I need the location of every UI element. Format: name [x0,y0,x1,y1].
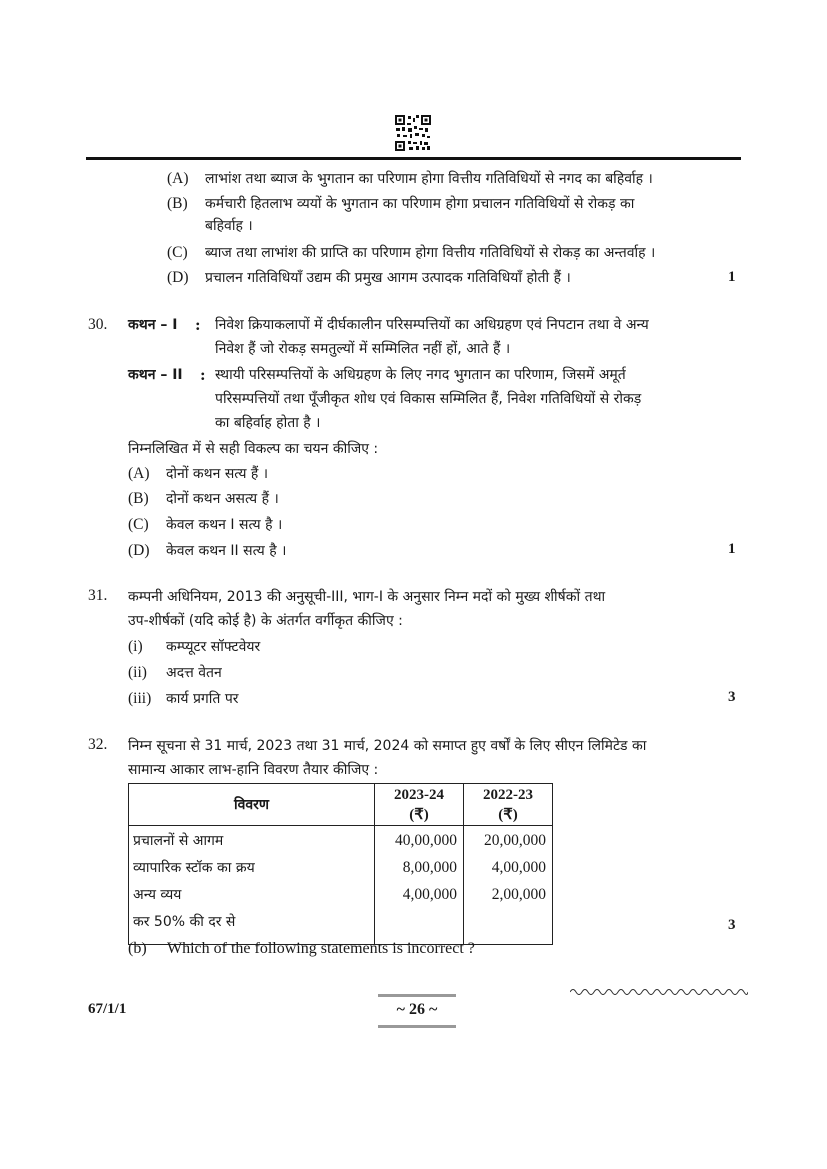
q30-statement2-line2: परिसम्पत्तियों तथा पूँजीकृत शोध एवं विकास सम्मिलित हैं, निवेश गतिविधियों से रोकड़ [215,391,642,407]
col-particulars: विवरण [129,784,375,826]
q31-line2: उप-शीर्षकों (यदि कोई है) के अंतर्गत वर्गीकृत कीजिए : [128,613,403,629]
income-statement-table [128,783,553,945]
q30-statement2-colon: : [200,366,206,384]
wavy-divider [570,982,748,1001]
values-2023-24 [375,826,464,945]
page-number: ~ 26 ~ [396,1001,438,1018]
qr-code [394,114,432,152]
table-body [129,826,553,945]
q31-item-2: (ii) अदत्त वेतन [128,664,222,681]
q30-statement2-line3: का बहिर्वाह होता है । [215,415,321,431]
q30-statement1-line2: निवेश हैं जो रोकड़ समतुल्यों में सम्मिलित नहीं हों, आते हैं । [215,341,511,357]
option-d: (D) प्रचालन गतिविधियाँ उद्यम की प्रमुख आगम उत्पादक गतिविधियाँ होती हैं । [167,269,571,286]
col-2023-24 [375,784,464,826]
q30-marks: 1 [728,541,736,557]
q30-option-a: (A) दोनों कथन सत्य हैं । [128,465,269,482]
value-cell: 4,00,000 [402,886,457,903]
values-2022-23 [464,826,553,945]
q30-option-c: (C) केवल कथन I सत्य है । [128,516,283,533]
q32-line2: सामान्य आकार लाभ-हानि विवरण तैयार कीजिए : [128,762,379,778]
q29-marks: 1 [728,269,736,285]
value-cell [379,911,457,938]
page-number-box [378,994,456,1028]
q30-number: 30. [88,316,108,333]
q31-line1: कम्पनी अधिनियम, 2013 की अनुसूची-III, भाग-I के अनुसार निम्न मदों को मुख्य शीर्षकों तथा [128,589,606,605]
option-a: (A) लाभांश तथा ब्याज के भुगतान का परिणाम होगा वित्तीय गतिविधियों से नगद का बहिर्वाह । [167,170,653,187]
q30-prompt: निम्नलिखित में से सही विकल्प का चयन कीजिए : [128,441,379,457]
row-particular: अन्य व्यय [133,887,182,903]
q31-marks: 3 [728,689,736,705]
paper-code: 67/1/1 [88,1001,127,1017]
option-b: (B) कर्मचारी हितलाभ व्ययों के भुगतान का परिणाम होगा प्रचालन गतिविधियों से रोकड़ का [167,195,635,212]
q31-item-1: (i) कम्प्यूटर सॉफ्टवेयर [128,638,261,655]
q32-marks: 3 [728,917,736,933]
q30-statement2-label: कथन – II [128,367,183,383]
col-2022-23-year: 2022-23 [483,786,533,803]
q32-number: 32. [88,736,108,753]
value-cell: 2,00,000 [491,886,546,903]
q30-statement1-colon: : [195,316,201,334]
option-c: (C) ब्याज तथा लाभांश की प्राप्ति का परिणाम होगा वित्तीय गतिविधियों से रोकड़ का अन्तर्वाह । [167,244,656,261]
row-particular: प्रचालनों से आगम [133,833,224,849]
q30-option-b: (B) दोनों कथन असत्य हैं । [128,490,279,507]
value-cell: 20,00,000 [484,832,546,849]
col-2023-24-year: 2023-24 [394,786,444,803]
overlay-b-text: Which of the following statements is incorrect ? [167,940,475,957]
q30-statement1-line1: निवेश क्रियाकलापों में दीर्घकालीन परिसम्पत्तियों का अधिग्रहण एवं निपटान तथा वे अन्य [215,317,649,333]
q30-statement2-line1: स्थायी परिसम्पत्तियों के अधिग्रहण के लिए नगद भुगतान का परिणाम, जिसमें अमूर्त [215,367,626,383]
value-cell: 40,00,000 [395,832,457,849]
overlay-b-label: (b) [128,940,147,957]
header-rule [86,157,741,160]
table-header-row [129,784,553,826]
value-cell [468,911,546,938]
row-particular: कर 50% की दर से [133,914,236,930]
value-cell: 4,00,000 [491,859,546,876]
value-cell: 8,00,000 [402,859,457,876]
col-2023-24-unit: (₹) [409,806,429,823]
q30-option-d: (D) केवल कथन II सत्य है । [128,542,287,559]
overlay-statement-b [128,938,475,960]
q31-item-3: (iii) कार्य प्रगति पर [128,690,239,707]
particulars-cell [129,826,375,945]
col-2022-23-unit: (₹) [498,806,518,823]
q31-number: 31. [88,587,108,604]
row-particular: व्यापारिक स्टॉक का क्रय [133,860,255,876]
qr-code-graphic [394,114,432,152]
q30-statement1-label: कथन – I [128,317,178,333]
col-2022-23 [464,784,553,826]
option-b-cont: बहिर्वाह । [205,218,253,234]
q32-line1: निम्न सूचना से 31 मार्च, 2023 तथा 31 मार्च, 2024 को समाप्त हुए वर्षों के लिए सीएन लिमिटेड का [128,738,647,754]
